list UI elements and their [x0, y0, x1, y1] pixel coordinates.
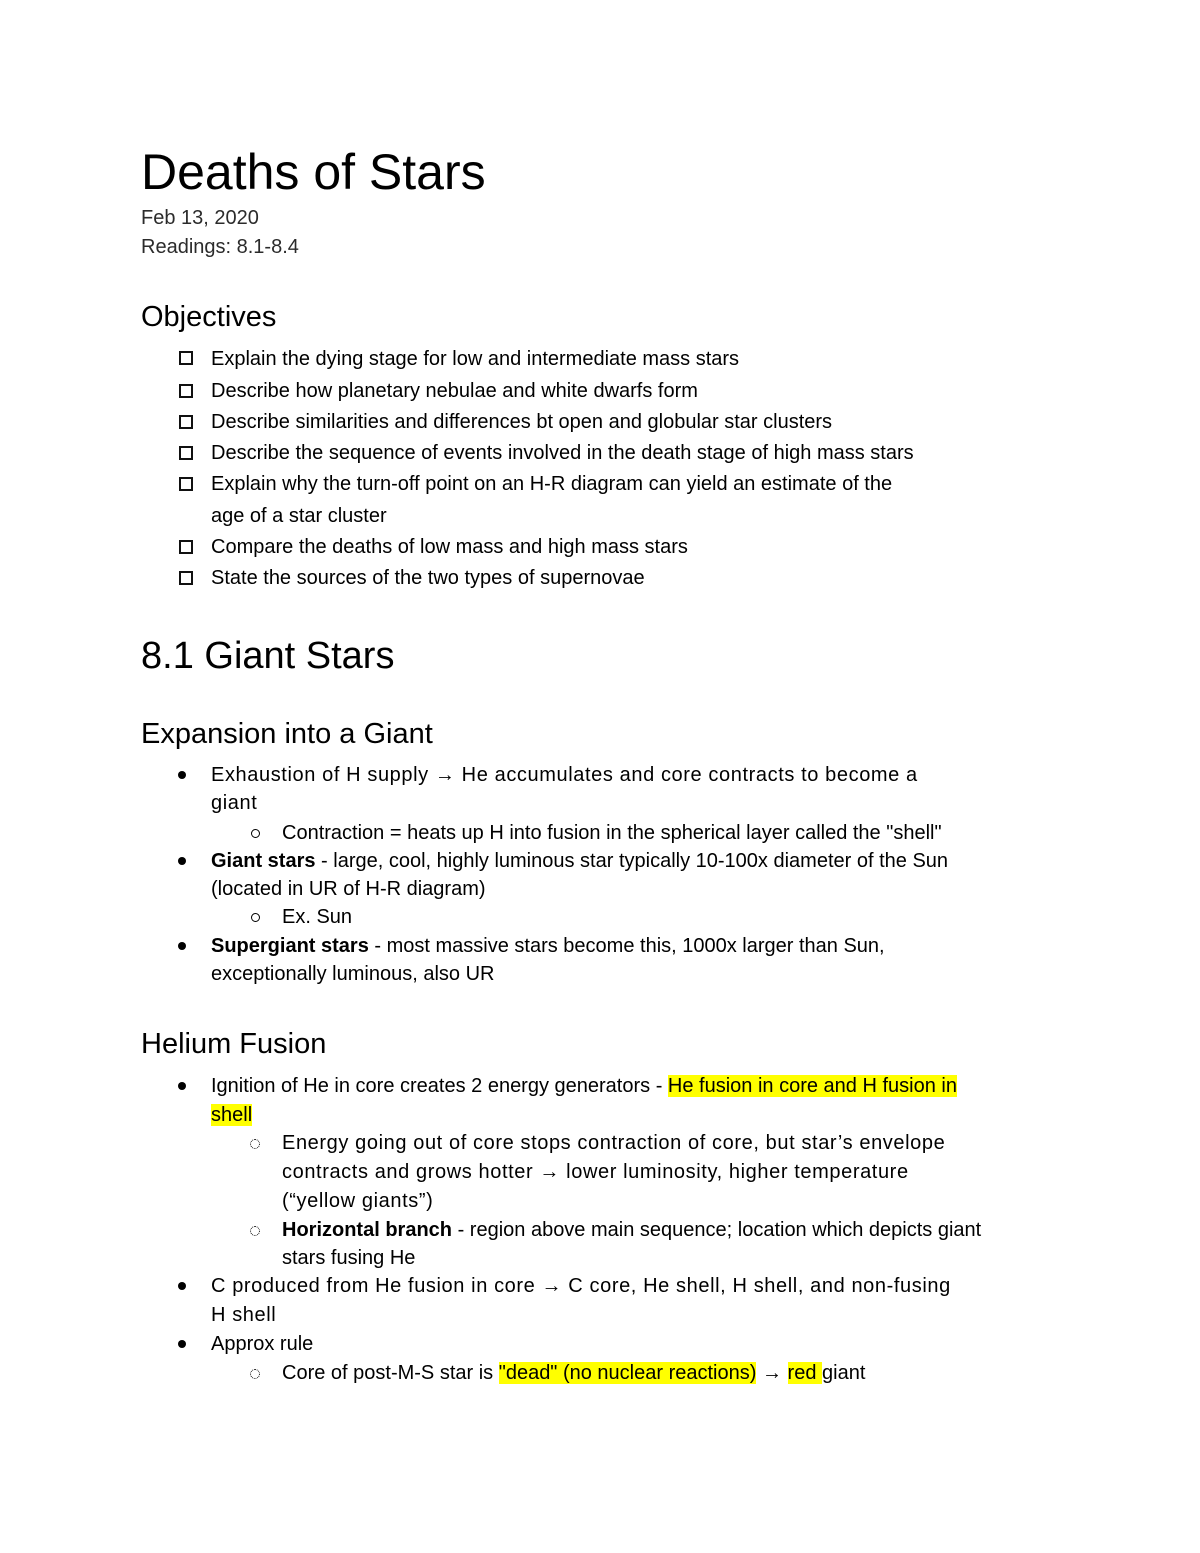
objective-item: Explain the dying stage for low and intermediate mass stars [211, 348, 740, 370]
definition: - region above main sequence; location which depicts giant [452, 1219, 982, 1241]
objectives-heading: Objectives [141, 301, 277, 333]
doc-title: Deaths of Stars [141, 144, 486, 200]
subsection-heading: Helium Fusion [141, 1028, 327, 1060]
bullet-text [211, 847, 948, 875]
sub-bullet-text: Energy going out of core stops contraction of core, but star’s envelope [282, 1132, 946, 1154]
checkbox[interactable] [179, 415, 193, 429]
bullet-text: C produced from He fusion in core → C core, He shell, H shell, and non-fusing [211, 1275, 951, 1297]
bullet [178, 1082, 186, 1090]
sub-bullet-text: Ex. Sun [282, 906, 353, 928]
bullet-text-continued: (located in UR of H-R diagram) [211, 878, 486, 900]
objective-item: Describe similarities and differences bt open and globular star clusters [211, 411, 833, 433]
arrow-text: → [756, 1362, 788, 1384]
doc-readings: Readings: 8.1-8.4 [141, 236, 299, 258]
definition: - most massive stars become this, 1000x larger than Sun, [368, 935, 885, 957]
highlighted-text: red [787, 1362, 822, 1384]
highlighted-text: He fusion in core and H fusion in [667, 1075, 957, 1097]
highlighted-text: shell [211, 1104, 253, 1126]
sub-bullet [251, 913, 260, 922]
section-heading: 8.1 Giant Stars [141, 635, 395, 677]
sub-bullet-text [282, 1216, 981, 1244]
bullet [178, 1340, 186, 1348]
subsection-heading: Expansion into a Giant [141, 718, 433, 750]
sub-bullet-text-continued: (“yellow giants”) [282, 1190, 434, 1212]
bullet-text-continued: H shell [211, 1304, 277, 1326]
objective-item: State the sources of the two types of supernovae [211, 567, 645, 589]
text: Core of post-M-S star is [282, 1362, 499, 1384]
sub-bullet-text: Contraction = heats up H into fusion in the spherical layer called the "shell" [282, 822, 942, 844]
sub-bullet [250, 1139, 260, 1149]
checkbox[interactable] [179, 351, 193, 365]
checkbox[interactable] [179, 571, 193, 585]
term: Horizontal branch [282, 1219, 453, 1241]
objective-item: Explain why the turn-off point on an H-R diagram can yield an estimate of the [211, 473, 893, 495]
term: Supergiant stars [211, 935, 369, 957]
bullet [178, 942, 186, 950]
bullet-text-continued [211, 1101, 252, 1129]
bullet [178, 1282, 186, 1290]
checkbox[interactable] [179, 384, 193, 398]
sub-bullet [250, 1226, 260, 1236]
objective-item: Describe the sequence of events involved in the death stage of high mass stars [211, 442, 914, 464]
bullet-text [211, 1072, 957, 1100]
bullet [178, 771, 186, 779]
objective-item: Compare the deaths of low mass and high mass stars [211, 536, 688, 558]
checkbox[interactable] [179, 477, 193, 491]
term: Giant stars [211, 850, 316, 872]
sub-bullet-text-continued: contracts and grows hotter → lower luminosity, higher temperature [282, 1161, 909, 1183]
objective-item-continued: age of a star cluster [211, 505, 387, 527]
sub-bullet [250, 1369, 260, 1379]
checkbox[interactable] [179, 540, 193, 554]
sub-bullet-text [282, 1359, 865, 1387]
bullet-text: Exhaustion of H supply → He accumulates and core contracts to become a [211, 764, 918, 786]
sub-bullet [251, 829, 260, 838]
objective-item: Describe how planetary nebulae and white dwarfs form [211, 380, 698, 402]
highlighted-text: "dead" (no nuclear reactions) [498, 1362, 757, 1384]
checkbox[interactable] [179, 446, 193, 460]
sub-bullet-text-continued: stars fusing He [282, 1247, 416, 1269]
text: giant [822, 1362, 866, 1384]
bullet-text-continued: exceptionally luminous, also UR [211, 963, 495, 985]
bullet-text-continued: giant [211, 792, 258, 814]
doc-date: Feb 13, 2020 [141, 207, 259, 229]
text: Ignition of He in core creates 2 energy generators - [211, 1075, 668, 1097]
bullet-text: Approx rule [211, 1333, 314, 1355]
bullet-text [211, 932, 885, 960]
definition: - large, cool, highly luminous star typically 10-100x diameter of the Sun [315, 850, 949, 872]
bullet [178, 857, 186, 865]
